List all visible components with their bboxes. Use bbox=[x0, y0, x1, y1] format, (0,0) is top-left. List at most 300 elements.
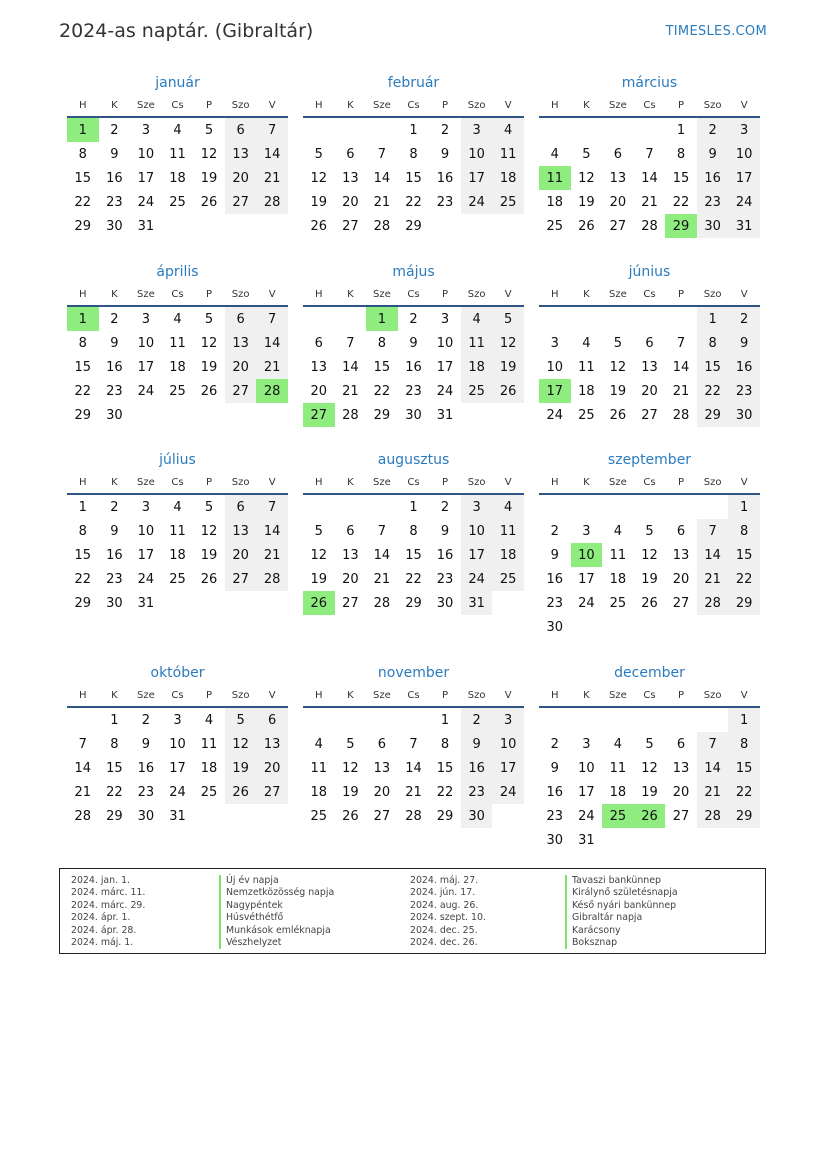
weekday-header: V bbox=[256, 94, 288, 117]
month-name: november bbox=[377, 665, 450, 681]
day-cell: 24 bbox=[137, 383, 155, 399]
weekday-header: Cs bbox=[162, 94, 194, 117]
week-row bbox=[67, 142, 288, 166]
day-cell: 11 bbox=[492, 142, 524, 166]
day-cell: 6 bbox=[346, 523, 355, 539]
day-cell: 23 bbox=[697, 190, 729, 214]
weekday-header: Szo bbox=[461, 283, 493, 306]
month-1 bbox=[67, 72, 288, 238]
holiday-date: 2024. márc. 11. bbox=[71, 887, 146, 899]
day-cell: 11 bbox=[200, 736, 218, 752]
weekday-header: Sze bbox=[130, 283, 162, 306]
month-grid bbox=[539, 283, 760, 427]
month-grid bbox=[67, 283, 288, 427]
day-cell: 7 bbox=[377, 146, 387, 162]
month-grid bbox=[303, 684, 524, 828]
day-cell: 29 bbox=[728, 591, 760, 615]
day-cell: 27 bbox=[373, 808, 391, 824]
weekday-header: Cs bbox=[398, 471, 430, 494]
day-cell: 17 bbox=[137, 170, 155, 186]
empty-cell bbox=[697, 707, 729, 732]
week-row bbox=[303, 567, 524, 591]
day-cell: 14 bbox=[641, 170, 658, 186]
empty-cell bbox=[162, 214, 194, 238]
day-cell: 28 bbox=[697, 591, 729, 615]
weekday-header: Sze bbox=[366, 283, 398, 306]
month-name: augusztus bbox=[377, 452, 450, 468]
holiday-day-cell: 26 bbox=[634, 804, 666, 828]
day-cell: 23 bbox=[728, 379, 760, 403]
day-cell: 18 bbox=[546, 194, 564, 210]
day-cell: 2 bbox=[409, 311, 418, 327]
day-cell: 19 bbox=[200, 547, 218, 563]
day-cell: 8 bbox=[697, 331, 729, 355]
empty-cell bbox=[335, 494, 367, 519]
day-cell: 3 bbox=[440, 311, 450, 327]
empty-cell bbox=[728, 615, 760, 639]
day-cell: 20 bbox=[672, 784, 690, 800]
week-row bbox=[539, 117, 760, 142]
day-cell: 4 bbox=[314, 736, 323, 752]
empty-cell bbox=[162, 591, 194, 615]
weekday-header: V bbox=[256, 471, 288, 494]
month-12 bbox=[539, 662, 760, 852]
day-cell: 1 bbox=[697, 306, 729, 331]
month-2 bbox=[303, 72, 524, 238]
weekday-header: V bbox=[256, 283, 288, 306]
day-cell: 21 bbox=[641, 194, 658, 210]
week-row bbox=[67, 732, 288, 756]
empty-cell bbox=[602, 828, 634, 852]
day-cell: 11 bbox=[492, 519, 524, 543]
holiday-name: Gibraltár napja bbox=[565, 912, 678, 924]
day-cell: 13 bbox=[609, 170, 627, 186]
weekday-header: K bbox=[99, 283, 131, 306]
day-cell: 24 bbox=[169, 784, 186, 800]
day-cell: 13 bbox=[672, 760, 690, 776]
weekday-header: Sze bbox=[602, 684, 634, 707]
day-cell: 1 bbox=[728, 707, 760, 732]
day-cell: 28 bbox=[256, 190, 288, 214]
holiday-name: Királynő születésnapja bbox=[565, 887, 678, 899]
day-cell: 15 bbox=[373, 359, 391, 375]
day-cell: 1 bbox=[78, 499, 87, 515]
day-cell: 12 bbox=[492, 331, 524, 355]
week-row bbox=[539, 780, 760, 804]
day-cell: 7 bbox=[377, 523, 387, 539]
day-cell: 1 bbox=[110, 712, 119, 728]
day-cell: 18 bbox=[492, 166, 524, 190]
day-cell: 4 bbox=[204, 712, 214, 728]
empty-cell bbox=[303, 117, 335, 142]
empty-cell bbox=[193, 804, 225, 828]
day-cell: 29 bbox=[697, 403, 729, 427]
day-cell: 10 bbox=[578, 760, 595, 776]
day-cell: 12 bbox=[609, 359, 627, 375]
day-cell: 25 bbox=[169, 571, 186, 587]
week-row bbox=[303, 214, 524, 238]
day-cell: 4 bbox=[613, 736, 623, 752]
day-cell: 29 bbox=[405, 218, 422, 234]
day-cell: 14 bbox=[373, 547, 391, 563]
day-cell: 26 bbox=[225, 780, 257, 804]
day-cell: 8 bbox=[78, 335, 87, 351]
week-row bbox=[539, 828, 760, 852]
week-row bbox=[303, 117, 524, 142]
day-cell: 20 bbox=[609, 194, 627, 210]
day-cell: 2 bbox=[550, 736, 559, 752]
empty-cell bbox=[665, 707, 697, 732]
weekday-header: H bbox=[67, 283, 99, 306]
day-cell: 26 bbox=[200, 194, 218, 210]
day-cell: 23 bbox=[436, 194, 454, 210]
week-row bbox=[67, 355, 288, 379]
day-cell: 31 bbox=[137, 595, 155, 611]
day-cell: 24 bbox=[137, 194, 155, 210]
week-row bbox=[303, 355, 524, 379]
empty-cell bbox=[492, 804, 524, 828]
day-cell: 21 bbox=[672, 383, 690, 399]
weekday-header: H bbox=[539, 94, 571, 117]
week-row bbox=[303, 707, 524, 732]
day-cell: 8 bbox=[377, 335, 387, 351]
day-cell: 8 bbox=[728, 732, 760, 756]
holiday-day-cell: 28 bbox=[256, 379, 288, 403]
weekday-header: V bbox=[492, 684, 524, 707]
day-cell: 28 bbox=[672, 407, 690, 423]
day-cell: 13 bbox=[672, 547, 690, 563]
weekday-header: P bbox=[193, 94, 225, 117]
day-cell: 9 bbox=[697, 142, 729, 166]
holiday-day-cell: 26 bbox=[303, 591, 335, 615]
day-cell: 15 bbox=[74, 170, 92, 186]
holiday-date: 2024. jan. 1. bbox=[71, 875, 131, 886]
day-cell: 26 bbox=[200, 571, 218, 587]
day-cell: 14 bbox=[672, 359, 690, 375]
day-cell: 18 bbox=[461, 355, 493, 379]
day-cell: 7 bbox=[697, 519, 729, 543]
weekday-header: Szo bbox=[225, 94, 257, 117]
day-cell: 5 bbox=[204, 499, 214, 515]
day-cell: 19 bbox=[578, 194, 595, 210]
week-row bbox=[539, 214, 760, 238]
day-cell: 24 bbox=[728, 190, 760, 214]
day-cell: 6 bbox=[314, 335, 323, 351]
weekday-header: V bbox=[256, 684, 288, 707]
day-cell: 13 bbox=[310, 359, 328, 375]
empty-cell bbox=[634, 707, 666, 732]
day-cell: 28 bbox=[342, 407, 359, 423]
day-cell: 24 bbox=[461, 567, 493, 591]
empty-cell bbox=[335, 306, 367, 331]
empty-cell bbox=[665, 615, 697, 639]
day-cell: 26 bbox=[342, 808, 359, 824]
empty-cell bbox=[303, 306, 335, 331]
week-row bbox=[67, 780, 288, 804]
empty-cell bbox=[193, 214, 225, 238]
day-cell: 12 bbox=[641, 547, 658, 563]
day-cell: 9 bbox=[110, 146, 119, 162]
holiday-date: 2024. máj. 1. bbox=[71, 936, 134, 948]
day-cell: 12 bbox=[578, 170, 595, 186]
week-row bbox=[303, 519, 524, 543]
day-cell: 21 bbox=[342, 383, 359, 399]
day-cell: 16 bbox=[436, 170, 454, 186]
weekday-header: Szo bbox=[461, 94, 493, 117]
week-row bbox=[303, 543, 524, 567]
day-cell: 15 bbox=[728, 756, 760, 780]
holiday-name: Késő nyári bankünnep bbox=[565, 900, 678, 912]
holiday-name: Vészhelyzet bbox=[219, 937, 334, 949]
empty-cell bbox=[366, 707, 398, 732]
day-cell: 9 bbox=[110, 523, 119, 539]
day-cell: 24 bbox=[492, 780, 524, 804]
week-row bbox=[539, 519, 760, 543]
day-cell: 22 bbox=[373, 383, 391, 399]
day-cell: 21 bbox=[697, 567, 729, 591]
holiday-list bbox=[59, 868, 766, 954]
empty-cell bbox=[398, 707, 430, 732]
week-row bbox=[67, 707, 288, 732]
day-cell: 14 bbox=[256, 331, 288, 355]
day-cell: 11 bbox=[461, 331, 493, 355]
weekday-header: H bbox=[303, 684, 335, 707]
day-cell: 20 bbox=[641, 383, 658, 399]
day-cell: 6 bbox=[676, 523, 686, 539]
holiday-day-cell: 27 bbox=[303, 403, 335, 427]
day-cell: 10 bbox=[436, 335, 454, 351]
week-row bbox=[303, 780, 524, 804]
empty-cell bbox=[162, 403, 194, 427]
day-cell: 16 bbox=[106, 170, 123, 186]
empty-cell bbox=[571, 306, 603, 331]
day-cell: 23 bbox=[106, 383, 123, 399]
empty-cell bbox=[602, 117, 634, 142]
day-cell: 27 bbox=[672, 808, 690, 824]
week-row bbox=[539, 707, 760, 732]
month-grid bbox=[303, 283, 524, 427]
day-cell: 2 bbox=[110, 499, 119, 515]
day-cell: 5 bbox=[204, 311, 214, 327]
month-9 bbox=[539, 449, 760, 639]
day-cell: 16 bbox=[106, 359, 123, 375]
day-cell: 4 bbox=[173, 499, 182, 515]
empty-cell bbox=[697, 494, 729, 519]
empty-cell bbox=[539, 117, 571, 142]
day-cell: 3 bbox=[728, 117, 760, 142]
holiday-names-col-1 bbox=[219, 875, 334, 949]
day-cell: 19 bbox=[310, 571, 328, 587]
weekday-header: H bbox=[303, 283, 335, 306]
week-row bbox=[539, 804, 760, 828]
day-cell: 26 bbox=[200, 383, 218, 399]
day-cell: 31 bbox=[578, 832, 595, 848]
day-cell: 31 bbox=[461, 591, 493, 615]
day-cell: 20 bbox=[342, 194, 359, 210]
week-row bbox=[67, 756, 288, 780]
week-row bbox=[303, 142, 524, 166]
month-name: július bbox=[159, 452, 196, 468]
day-cell: 6 bbox=[346, 146, 355, 162]
day-cell: 2 bbox=[550, 523, 559, 539]
holiday-day-cell: 1 bbox=[67, 117, 99, 142]
weekday-header: V bbox=[728, 684, 760, 707]
empty-cell bbox=[492, 214, 524, 238]
month-7 bbox=[67, 449, 288, 615]
day-cell: 28 bbox=[373, 595, 391, 611]
day-cell: 19 bbox=[492, 355, 524, 379]
holiday-day-cell: 17 bbox=[539, 379, 571, 403]
day-cell: 9 bbox=[440, 523, 450, 539]
day-cell: 20 bbox=[256, 756, 288, 780]
day-cell: 29 bbox=[728, 804, 760, 828]
day-cell: 23 bbox=[546, 595, 564, 611]
day-cell: 6 bbox=[256, 707, 288, 732]
day-cell: 1 bbox=[409, 499, 418, 515]
day-cell: 22 bbox=[106, 784, 123, 800]
day-cell: 13 bbox=[342, 170, 359, 186]
holiday-date: 2024. márc. 29. bbox=[71, 899, 146, 911]
weekday-header: K bbox=[571, 283, 603, 306]
day-cell: 20 bbox=[225, 355, 257, 379]
day-cell: 3 bbox=[582, 736, 591, 752]
month-4 bbox=[67, 261, 288, 427]
day-cell: 30 bbox=[697, 214, 729, 238]
day-cell: 5 bbox=[314, 523, 323, 539]
day-cell: 18 bbox=[609, 571, 627, 587]
empty-cell bbox=[634, 306, 666, 331]
day-cell: 11 bbox=[578, 359, 595, 375]
week-row bbox=[539, 331, 760, 355]
weekday-header: P bbox=[193, 684, 225, 707]
brand-link[interactable]: TIMESLES.COM bbox=[665, 24, 767, 39]
holiday-name: Húsvéthétfő bbox=[219, 912, 334, 924]
weekday-header: Sze bbox=[130, 684, 162, 707]
month-name: június bbox=[628, 264, 671, 280]
weekday-header: Szo bbox=[461, 471, 493, 494]
day-cell: 14 bbox=[74, 760, 92, 776]
day-cell: 12 bbox=[310, 170, 328, 186]
day-cell: 18 bbox=[169, 170, 186, 186]
day-cell: 29 bbox=[106, 808, 123, 824]
day-cell: 12 bbox=[225, 732, 257, 756]
empty-cell bbox=[492, 591, 524, 615]
holiday-name: Boksznap bbox=[565, 937, 678, 949]
empty-cell bbox=[665, 828, 697, 852]
day-cell: 22 bbox=[74, 383, 92, 399]
day-cell: 19 bbox=[609, 383, 627, 399]
day-cell: 10 bbox=[137, 146, 155, 162]
day-cell: 1 bbox=[676, 122, 686, 138]
day-cell: 30 bbox=[137, 808, 155, 824]
day-cell: 1 bbox=[409, 122, 418, 138]
weekday-header: P bbox=[429, 684, 461, 707]
day-cell: 15 bbox=[106, 760, 123, 776]
weekday-header: V bbox=[492, 283, 524, 306]
day-cell: 17 bbox=[137, 547, 155, 563]
day-cell: 5 bbox=[225, 707, 257, 732]
holiday-date: 2024. ápr. 1. bbox=[71, 912, 131, 924]
day-cell: 5 bbox=[204, 122, 214, 138]
day-cell: 22 bbox=[74, 194, 92, 210]
weekday-header: Szo bbox=[697, 283, 729, 306]
day-cell: 17 bbox=[578, 784, 595, 800]
day-cell: 9 bbox=[550, 760, 559, 776]
empty-cell bbox=[303, 707, 335, 732]
day-cell: 14 bbox=[405, 760, 422, 776]
day-cell: 27 bbox=[342, 218, 359, 234]
day-cell: 25 bbox=[169, 383, 186, 399]
day-cell: 13 bbox=[373, 760, 391, 776]
day-cell: 25 bbox=[609, 595, 627, 611]
empty-cell bbox=[728, 828, 760, 852]
day-cell: 20 bbox=[225, 543, 257, 567]
week-row bbox=[303, 591, 524, 615]
day-cell: 10 bbox=[461, 142, 493, 166]
day-cell: 22 bbox=[436, 784, 454, 800]
month-name: október bbox=[150, 665, 205, 681]
weekday-header: K bbox=[335, 94, 367, 117]
week-row bbox=[67, 591, 288, 615]
day-cell: 20 bbox=[672, 571, 690, 587]
day-cell: 10 bbox=[546, 359, 564, 375]
day-cell: 16 bbox=[697, 166, 729, 190]
weekday-header: K bbox=[335, 283, 367, 306]
weekday-header: Szo bbox=[225, 684, 257, 707]
day-cell: 22 bbox=[697, 379, 729, 403]
weekday-header: Sze bbox=[602, 471, 634, 494]
empty-cell bbox=[193, 403, 225, 427]
month-name: szeptember bbox=[607, 452, 692, 468]
week-row bbox=[303, 166, 524, 190]
day-cell: 8 bbox=[110, 736, 119, 752]
day-cell: 28 bbox=[74, 808, 92, 824]
weekday-header: V bbox=[728, 471, 760, 494]
day-cell: 20 bbox=[225, 166, 257, 190]
day-cell: 18 bbox=[578, 383, 595, 399]
day-cell: 7 bbox=[256, 117, 288, 142]
day-cell: 16 bbox=[728, 355, 760, 379]
day-cell: 6 bbox=[676, 736, 686, 752]
weekday-header: Szo bbox=[697, 94, 729, 117]
day-cell: 21 bbox=[405, 784, 422, 800]
day-cell: 22 bbox=[728, 567, 760, 591]
weekday-header: H bbox=[67, 94, 99, 117]
empty-cell bbox=[571, 494, 603, 519]
week-row bbox=[539, 494, 760, 519]
day-cell: 12 bbox=[342, 760, 359, 776]
day-cell: 23 bbox=[405, 383, 422, 399]
empty-cell bbox=[602, 707, 634, 732]
month-grid bbox=[539, 94, 760, 238]
day-cell: 20 bbox=[342, 571, 359, 587]
holiday-dates-col-1 bbox=[71, 875, 145, 949]
day-cell: 24 bbox=[461, 190, 493, 214]
day-cell: 31 bbox=[436, 407, 454, 423]
month-6 bbox=[539, 261, 760, 427]
day-cell: 14 bbox=[256, 519, 288, 543]
day-cell: 16 bbox=[106, 547, 123, 563]
week-row bbox=[539, 166, 760, 190]
week-row bbox=[67, 379, 288, 403]
day-cell: 2 bbox=[440, 499, 450, 515]
day-cell: 27 bbox=[256, 780, 288, 804]
empty-cell bbox=[571, 117, 603, 142]
day-cell: 6 bbox=[645, 335, 654, 351]
weekday-header: P bbox=[193, 283, 225, 306]
week-row bbox=[67, 804, 288, 828]
day-cell: 21 bbox=[697, 780, 729, 804]
